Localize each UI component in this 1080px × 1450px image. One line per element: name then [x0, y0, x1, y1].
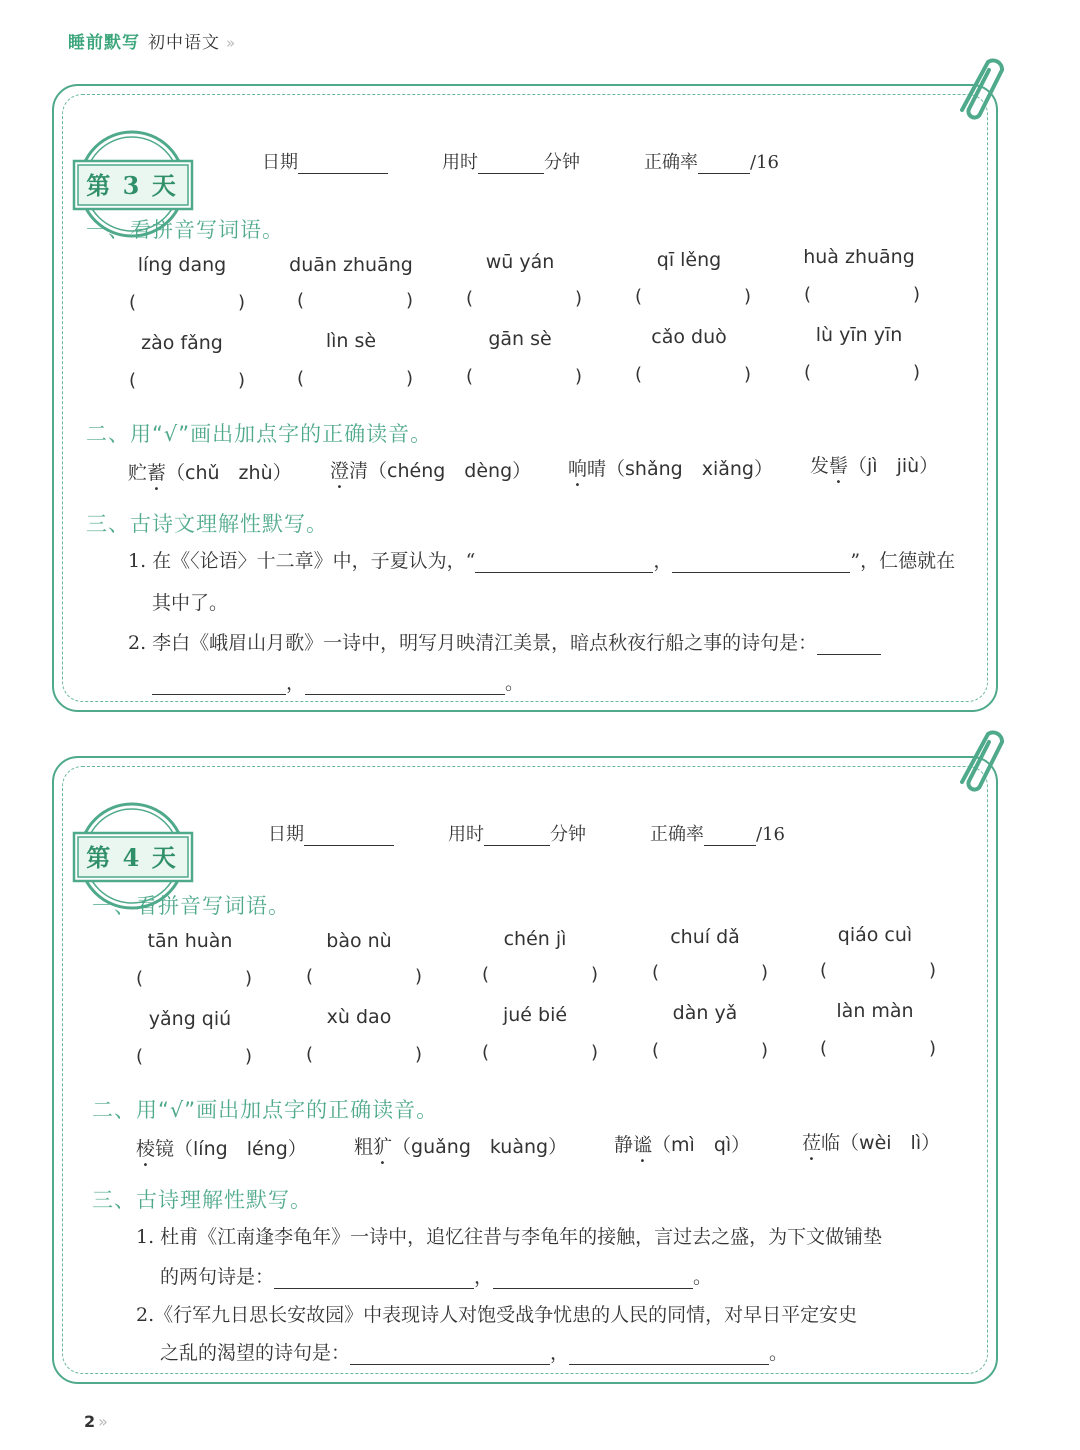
answer-line[interactable]	[672, 554, 850, 573]
pinyin-item: yǎng qiú	[148, 1008, 232, 1030]
pinyin-item: wū yán	[485, 251, 555, 273]
reading-item[interactable]: 发髻（jì jiù）	[810, 455, 939, 477]
answer-line[interactable]	[350, 1346, 550, 1365]
section-reading-title: 二、用“√”画出加点字的正确读音。	[92, 1098, 439, 1122]
day-4-card: 第 4 天 日期 用时 分钟 正确率 /16 一、看拼音写词语。 tān huàn bào nù chén jì chuí dǎ qiáo cuì ( ) ( ) ( ) ( ) ( ) yǎng qiú xù dao jué bié dàn yǎ làn màn ( ) ( ) ( ) ( ) ( ) 二、用“√”画出加点字的正确读音。 棱镜（líng léng） 粗犷（guǎng kuàng） 静谧（mì qì） 莅临（wèi lì） 三、古诗理解性默写。 1. 杜甫《江南逢李龟年》一诗中，追忆往昔与李龟年的接触，言过去之盛，为下文做铺垫 的两句诗是： ， 。 2.《行军九日思长安故园》中表现诗人对饱受战争忧患的人民的同情，对早日平定安史 之乱的渴望的诗句是： ， 。	[52, 756, 998, 1384]
accuracy-input[interactable]	[698, 153, 750, 174]
meta-date: 日期	[268, 820, 394, 846]
reading-item[interactable]: 贮蓄（chǔ zhù）	[128, 462, 292, 484]
answer-line[interactable]	[569, 1346, 769, 1365]
section-pinyin-title: 一、看拼音写词语。	[92, 894, 290, 918]
meta-accuracy: 正确率 /16	[644, 152, 779, 173]
question-2-cont: ， 。	[152, 668, 524, 695]
question-1: 1. 在《〈论语〉十二章》中，子夏认为，“ ， ”，仁德就在	[128, 550, 956, 572]
question-1: 1. 杜甫《江南逢李龟年》一诗中，追忆往昔与李龟年的接触，言过去之盛，为下文做铺垫	[136, 1226, 883, 1248]
pinyin-item: qiáo cuì	[837, 924, 913, 946]
meta-accuracy: 正确率 /16	[650, 824, 785, 845]
pinyin-item: bào nù	[326, 930, 392, 952]
pinyin-item: cǎo duò	[651, 326, 727, 348]
date-input[interactable]	[304, 825, 394, 846]
meta-time: 用时 分钟	[448, 824, 586, 845]
meta-date: 日期	[262, 148, 388, 174]
pinyin-item: líng dang	[137, 254, 227, 276]
pinyin-item: dàn yǎ	[672, 1002, 738, 1024]
pinyin-item: duān zhuāng	[289, 254, 413, 276]
reading-item[interactable]: 澄清（chéng dèng）	[330, 460, 532, 482]
pinyin-item: làn màn	[836, 1000, 914, 1022]
paperclip-icon	[944, 48, 1004, 128]
reading-item[interactable]: 粗犷（guǎng kuàng）	[354, 1136, 568, 1158]
reading-item[interactable]: 响晴（shǎng xiǎng）	[568, 458, 773, 480]
answer-line[interactable]	[493, 1270, 693, 1289]
pinyin-item: chuí dǎ	[670, 926, 740, 948]
time-input[interactable]	[484, 825, 550, 846]
chevron-right-icon: »	[98, 1412, 108, 1431]
subject-title: 初中语文	[148, 33, 220, 53]
accuracy-input[interactable]	[704, 825, 756, 846]
section-pinyin-title: 一、看拼音写词语。	[86, 218, 284, 242]
pinyin-item: qī lěng	[656, 249, 722, 271]
pinyin-item: jué bié	[502, 1004, 568, 1026]
meta-time: 用时 分钟	[442, 152, 580, 173]
day-badge-label: 第 4 天	[86, 843, 178, 872]
page-header	[68, 28, 236, 53]
question-2: 2. 李白《峨眉山月歌》一诗中，明写月映清江美景，暗点秋夜行船之事的诗句是：	[128, 628, 881, 655]
day-badge-label: 第 3 天	[86, 171, 178, 200]
reading-item[interactable]: 静谧（mì qì）	[614, 1134, 751, 1156]
pinyin-item: tān huàn	[147, 930, 233, 952]
section-reading-title: 二、用“√”画出加点字的正确读音。	[86, 422, 433, 446]
pinyin-item: chén jì	[503, 928, 567, 950]
question-2: 2.《行军九日思长安故园》中表现诗人对饱受战争忧患的人民的同情，对早日平定安史	[136, 1304, 858, 1326]
pinyin-item: zào fǎng	[141, 332, 223, 354]
pinyin-item: xù dao	[326, 1006, 392, 1028]
answer-line[interactable]	[274, 1270, 474, 1289]
chevron-right-icon: »	[226, 34, 237, 52]
answer-line[interactable]	[305, 676, 505, 695]
question-1-cont: 的两句诗是： ， 。	[160, 1266, 713, 1288]
answer-line[interactable]	[152, 676, 286, 695]
pinyin-item: lìn sè	[325, 330, 377, 352]
day-3-card: 第 3 天 日期 用时 分钟 正确率 /16 一、看拼音写词语。 líng dang duān zhuāng wū yán qī lěng huà zhuāng ( ) ( ) ( ) ( ) ( ) zào fǎng lìn sè gān sè cǎo duò lù yīn yīn ( ) ( ) ( ) ( ) ( ) 二、用“√”画出加点字的正确读音。 贮蓄（chǔ zhù） 澄清（chéng dèng） 响晴（shǎng xiǎng） 发髻（jì jiù） 三、古诗文理解性默写。 1. 在《〈论语〉十二章》中，子夏认为，“ ， ”，仁德就在 其中了。 2. 李白《峨眉山月歌》一诗中，明写月映清江美景，暗点秋夜行船之事的诗句是： ， 。	[52, 84, 998, 712]
brand-title: 睡前默写	[68, 33, 140, 53]
reading-item[interactable]: 棱镜（líng léng）	[136, 1138, 307, 1160]
page-number: 2 »	[84, 1412, 108, 1431]
paperclip-icon	[944, 720, 1004, 800]
section-recitation-title: 三、古诗文理解性默写。	[86, 512, 328, 536]
time-input[interactable]	[478, 153, 544, 174]
answer-line[interactable]	[817, 636, 881, 655]
date-input[interactable]	[298, 153, 388, 174]
question-2-cont: 之乱的渴望的诗句是： ， 。	[160, 1342, 789, 1364]
pinyin-item: lù yīn yīn	[815, 324, 903, 346]
section-recitation-title: 三、古诗理解性默写。	[92, 1188, 312, 1212]
pinyin-item: gān sè	[488, 328, 552, 350]
pinyin-item: huà zhuāng	[803, 246, 915, 268]
reading-item[interactable]: 莅临（wèi lì）	[802, 1132, 941, 1154]
answer-line[interactable]	[475, 554, 653, 573]
question-1-cont: 其中了。	[152, 592, 229, 614]
